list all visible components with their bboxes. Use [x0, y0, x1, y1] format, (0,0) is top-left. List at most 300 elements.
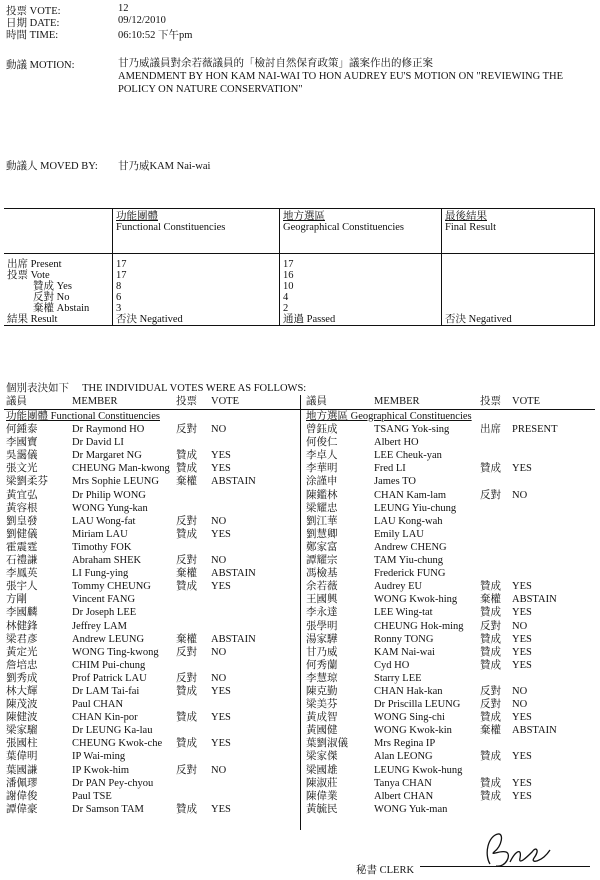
clerk-label: 秘書 CLERK — [356, 865, 415, 876]
member-name-zh: 譚耀宗 — [306, 555, 338, 567]
member-vote-en: YES — [211, 685, 231, 697]
member-row — [4, 750, 297, 763]
member-name-en: Paul TSE — [72, 790, 112, 802]
member-row — [4, 764, 297, 777]
member-name-zh: 何俊仁 — [306, 437, 338, 449]
summary-final-value — [442, 281, 595, 292]
member-name-zh: 劉慧卿 — [306, 528, 338, 540]
member-vote-zh: 贊成 — [480, 659, 501, 671]
date-value: 09/12/2010 — [118, 15, 166, 26]
member-name-zh: 馮檢基 — [306, 568, 338, 580]
member-vote-en: NO — [211, 672, 227, 684]
member-name-en: Emily LAU — [374, 528, 424, 540]
member-row — [4, 580, 297, 593]
member-row — [4, 541, 297, 554]
member-row — [304, 790, 595, 803]
member-name-zh: 黃容根 — [6, 502, 38, 514]
member-row — [304, 541, 595, 554]
member-vote-zh: 棄權 — [480, 594, 501, 606]
member-name-zh: 梁家騮 — [6, 725, 38, 737]
summary-col-gc-zh: 地方選區 — [283, 211, 325, 222]
member-vote-en: ABSTAIN — [211, 633, 256, 645]
member-name-zh: 王國興 — [306, 594, 338, 606]
member-name-zh: 方剛 — [6, 594, 27, 606]
member-row — [4, 777, 297, 790]
summary-fc-value: 17 — [113, 270, 280, 281]
member-name-en: Dr David LI — [72, 437, 124, 449]
vote-number-value: 12 — [118, 3, 129, 14]
member-vote-zh: 贊成 — [176, 581, 197, 593]
member-name-en: Albert CHAN — [374, 790, 434, 802]
summary-row-label: 出席 Present — [4, 259, 113, 270]
member-name-en: Ronny TONG — [374, 633, 434, 645]
member-name-en: Starry LEE — [374, 672, 422, 684]
motion-title-en: AMENDMENT BY HON KAM NAI-WAI TO HON AUDREY EU'S MOTION ON "REVIEWING THE POLICY ON NATURE CONSERVATION" — [118, 71, 564, 95]
member-vote-en: ABSTAIN — [512, 725, 557, 737]
summary-row-label-text: 棄權 Abstain — [33, 303, 90, 314]
member-name-en: LEE Wing-tat — [374, 607, 433, 619]
member-name-en: Paul CHAN — [72, 699, 124, 711]
member-name-zh: 譚偉豪 — [6, 803, 38, 815]
member-row — [304, 502, 595, 515]
member-name-en: Dr LAM Tai-fai — [72, 685, 140, 697]
summary-row-label: 結果 Result — [4, 314, 113, 326]
member-row — [4, 567, 297, 580]
member-vote-en: ABSTAIN — [512, 594, 557, 606]
member-vote-zh: 反對 — [176, 555, 197, 567]
motion-title-zh: 甘乃威議員對余若薇議員的「檢討自然保育政策」議案作出的修正案 — [118, 58, 433, 69]
member-row — [304, 606, 595, 619]
member-name-en: Albert HO — [374, 437, 419, 449]
member-name-zh: 黃宜弘 — [6, 489, 38, 501]
member-name-zh: 謝偉俊 — [6, 790, 38, 802]
member-name-en: Dr LEUNG Ka-lau — [72, 725, 153, 737]
member-row — [4, 685, 297, 698]
member-name-en: Cyd HO — [374, 659, 410, 671]
member-vote-en: NO — [512, 699, 528, 711]
member-name-en: CHAN Kin-por — [72, 712, 138, 724]
member-name-zh: 涂謹申 — [306, 476, 338, 488]
member-row — [304, 436, 595, 449]
member-row — [304, 750, 595, 763]
member-row — [304, 659, 595, 672]
member-name-en: Abraham SHEK — [72, 555, 142, 567]
member-vote-zh: 贊成 — [176, 450, 197, 462]
member-vote-en: YES — [512, 463, 532, 475]
member-name-zh: 黃毓民 — [306, 803, 338, 815]
member-row — [4, 672, 297, 685]
member-name-zh: 李華明 — [306, 463, 338, 475]
member-vote-en: ABSTAIN — [211, 568, 256, 580]
member-name-zh: 梁家傑 — [306, 751, 338, 763]
member-name-en: WONG Yuk-man — [374, 803, 448, 815]
member-row — [304, 633, 595, 646]
member-name-en: WONG Sing-chi — [374, 712, 445, 724]
member-vote-zh: 贊成 — [480, 777, 501, 789]
date-label: 日期 DATE: — [6, 18, 60, 29]
member-name-en: Dr Joseph LEE — [72, 607, 137, 619]
member-vote-zh: 反對 — [176, 672, 197, 684]
summary-row — [4, 259, 595, 270]
member-vote-en: YES — [512, 659, 532, 671]
member-name-zh: 梁美芬 — [306, 699, 338, 711]
summary-fc-value: 17 — [113, 259, 280, 270]
member-name-zh: 張宇人 — [6, 581, 38, 593]
head-vote-en: VOTE — [512, 396, 540, 407]
member-row — [304, 737, 595, 750]
member-vote-en: YES — [211, 581, 231, 593]
member-name-en: CHEUNG Kwok-che — [72, 738, 163, 750]
member-name-zh: 李卓人 — [306, 450, 338, 462]
member-row — [4, 449, 297, 462]
member-vote-zh: 贊成 — [176, 738, 197, 750]
member-name-en: Mrs Regina IP — [374, 738, 436, 750]
member-vote-zh: 反對 — [480, 699, 501, 711]
member-name-zh: 黃成智 — [306, 712, 338, 724]
member-name-en: Dr Philip WONG — [72, 489, 146, 501]
member-name-zh: 甘乃威 — [306, 646, 338, 658]
summary-final-value — [442, 303, 595, 314]
member-vote-en: YES — [512, 712, 532, 724]
summary-col-final — [442, 209, 595, 254]
summary-gc-value: 17 — [280, 259, 442, 270]
member-name-en: Jeffrey LAM — [72, 620, 127, 632]
summary-final-value — [442, 270, 595, 281]
member-row — [304, 711, 595, 724]
member-vote-en: YES — [512, 790, 532, 802]
summary-final-value — [442, 259, 595, 270]
member-name-en: CHEUNG Hok-ming — [374, 620, 464, 632]
member-name-zh: 詹培忠 — [6, 659, 38, 671]
member-row — [4, 606, 297, 619]
member-vote-en: YES — [211, 712, 231, 724]
member-row — [304, 764, 595, 777]
member-name-zh: 陳克勤 — [306, 685, 338, 697]
member-row — [304, 567, 595, 580]
motion-text — [118, 57, 588, 96]
member-name-en: Dr Raymond HO — [72, 424, 145, 436]
member-vote-zh: 贊成 — [480, 607, 501, 619]
member-row — [304, 423, 595, 436]
member-name-zh: 李永達 — [306, 607, 338, 619]
summary-corner-cell — [4, 209, 113, 254]
member-name-zh: 葉偉明 — [6, 751, 38, 763]
member-name-en: CHIM Pui-chung — [72, 659, 146, 671]
summary-col-fc — [113, 209, 280, 254]
member-vote-zh: 反對 — [480, 685, 501, 697]
member-vote-en: YES — [211, 528, 231, 540]
summary-col-fc-zh: 功能團體 — [116, 211, 158, 222]
member-row — [304, 462, 595, 475]
member-name-zh: 梁劉柔芬 — [6, 476, 48, 488]
member-name-en: IP Kwok-him — [72, 764, 130, 776]
member-name-zh: 梁耀忠 — [306, 502, 338, 514]
member-vote-zh: 贊成 — [176, 528, 197, 540]
summary-col-gc-en: Geographical Constituencies — [283, 222, 405, 233]
fc-section-title: 功能團體 Functional Constituencies — [6, 411, 160, 422]
summary-gc-value: 4 — [280, 292, 442, 303]
member-vote-zh: 反對 — [176, 515, 197, 527]
member-vote-en: YES — [512, 646, 532, 658]
head-vote-zh: 投票 — [480, 396, 501, 407]
member-vote-en: NO — [512, 685, 528, 697]
member-vote-en: YES — [512, 751, 532, 763]
member-row — [4, 711, 297, 724]
time-value: 06:10:52 下午pm — [118, 30, 193, 41]
member-name-zh: 陳偉業 — [306, 790, 338, 802]
member-name-en: Andrew LEUNG — [72, 633, 145, 645]
member-name-en: CHAN Kam-lam — [374, 489, 447, 501]
member-name-en: Timothy FOK — [72, 541, 132, 553]
summary-row-label-text: 反對 No — [33, 292, 70, 303]
member-row — [4, 593, 297, 606]
member-name-en: TSANG Yok-sing — [374, 424, 450, 436]
member-vote-zh: 贊成 — [480, 751, 501, 763]
member-name-en: Vincent FANG — [72, 594, 136, 606]
member-name-zh: 陳淑莊 — [306, 777, 338, 789]
member-vote-en: NO — [211, 646, 227, 658]
head-member-zh: 議員 — [306, 396, 327, 407]
member-name-zh: 陳健波 — [6, 712, 38, 724]
member-name-zh: 李慧琼 — [306, 672, 338, 684]
member-vote-zh: 贊成 — [480, 646, 501, 658]
member-name-zh: 陳茂波 — [6, 699, 38, 711]
member-name-zh: 劉健儀 — [6, 528, 38, 540]
member-row — [304, 698, 595, 711]
member-row — [4, 502, 297, 515]
member-name-zh: 黃國健 — [306, 725, 338, 737]
gc-section-title: 地方選區 Geographical Constituencies — [306, 411, 472, 422]
member-name-en: Fred LI — [374, 463, 406, 475]
summary-row — [4, 314, 595, 326]
member-row — [304, 449, 595, 462]
member-name-en: Dr Samson TAM — [72, 803, 144, 815]
summary-col-gc — [280, 209, 442, 254]
member-row — [304, 475, 595, 488]
member-name-en: Mrs Sophie LEUNG — [72, 476, 159, 488]
member-name-en: CHEUNG Man-kwong — [72, 463, 170, 475]
member-vote-zh: 棄權 — [176, 633, 197, 645]
member-row — [304, 580, 595, 593]
head-vote-zh: 投票 — [176, 396, 197, 407]
fc-column — [4, 410, 297, 816]
member-name-zh: 曾鈺成 — [306, 424, 338, 436]
member-name-en: IP Wai-ming — [72, 751, 126, 763]
summary-row-label: 投票 Vote — [4, 270, 113, 281]
member-row — [304, 803, 595, 816]
summary-fc-value: 3 — [113, 303, 280, 314]
summary-final-value — [442, 292, 595, 303]
member-name-zh: 梁君彥 — [6, 633, 38, 645]
member-name-zh: 張國柱 — [6, 738, 38, 750]
member-vote-en: YES — [211, 738, 231, 750]
member-name-zh: 湯家驊 — [306, 633, 338, 645]
member-vote-zh: 出席 — [480, 424, 501, 436]
member-row — [304, 672, 595, 685]
member-name-en: WONG Ting-kwong — [72, 646, 159, 658]
member-row — [4, 620, 297, 633]
member-vote-zh: 贊成 — [176, 712, 197, 724]
summary-col-final-en: Final Result — [445, 222, 497, 233]
member-row — [304, 724, 595, 737]
member-vote-zh: 反對 — [176, 764, 197, 776]
member-name-en: Frederick FUNG — [374, 568, 446, 580]
member-name-en: LEUNG Kwok-hung — [374, 764, 463, 776]
member-name-en: WONG Kwok-kin — [374, 725, 452, 737]
member-row — [4, 633, 297, 646]
summary-header-row — [4, 209, 595, 254]
individual-votes-title: 個別表決如下 THE INDIVIDUAL VOTES WERE AS FOLLOWS: — [6, 383, 307, 394]
member-row — [304, 515, 595, 528]
member-name-en: James TO — [374, 476, 416, 488]
summary-final-value: 否決 Negatived — [442, 314, 595, 326]
member-vote-zh: 反對 — [480, 489, 501, 501]
time-label: 時間 TIME: — [6, 30, 59, 41]
member-vote-en: YES — [211, 463, 231, 475]
member-vote-zh: 贊成 — [176, 803, 197, 815]
member-row — [4, 462, 297, 475]
member-name-zh: 劉江華 — [306, 515, 338, 527]
member-row — [4, 554, 297, 567]
member-vote-en: NO — [512, 620, 528, 632]
member-name-zh: 葉劉淑儀 — [306, 738, 348, 750]
member-name-zh: 張文光 — [6, 463, 38, 475]
member-row — [4, 423, 297, 436]
member-row — [4, 724, 297, 737]
member-row — [304, 646, 595, 659]
summary-gc-value: 通過 Passed — [280, 314, 442, 326]
member-vote-zh: 贊成 — [176, 463, 197, 475]
head-member-zh: 議員 — [6, 396, 27, 407]
member-name-zh: 余若薇 — [306, 581, 338, 593]
member-vote-en: NO — [211, 764, 227, 776]
member-row — [4, 803, 297, 816]
member-name-zh: 李鳳英 — [6, 568, 38, 580]
summary-col-fc-en: Functional Constituencies — [116, 222, 226, 233]
member-row — [4, 659, 297, 672]
member-name-zh: 張學明 — [306, 620, 338, 632]
member-name-zh: 林大輝 — [6, 685, 38, 697]
member-vote-zh: 反對 — [176, 424, 197, 436]
member-row — [304, 593, 595, 606]
member-name-zh: 梁國雄 — [306, 764, 338, 776]
member-name-zh: 鄭家富 — [306, 541, 338, 553]
summary-fc-value: 否決 Negatived — [113, 314, 280, 326]
member-name-zh: 葉國謙 — [6, 764, 38, 776]
member-name-zh: 潘佩璆 — [6, 777, 38, 789]
member-row — [4, 737, 297, 750]
member-name-en: Andrew CHENG — [374, 541, 447, 553]
summary-gc-value: 2 — [280, 303, 442, 314]
head-vote-en: VOTE — [211, 396, 239, 407]
member-row — [4, 515, 297, 528]
member-row — [304, 489, 595, 502]
member-name-zh: 吳靄儀 — [6, 450, 38, 462]
summary-row-label — [4, 303, 113, 314]
member-name-zh: 李國寶 — [6, 437, 38, 449]
head-member-en: MEMBER — [72, 396, 118, 407]
member-name-en: Miriam LAU — [72, 528, 128, 540]
member-name-zh: 林健鋒 — [6, 620, 38, 632]
head-member-en: MEMBER — [374, 396, 420, 407]
member-vote-zh: 棄權 — [176, 568, 197, 580]
member-row — [304, 620, 595, 633]
member-name-en: Tommy CHEUNG — [72, 581, 151, 593]
member-name-en: LAU Wong-fat — [72, 515, 136, 527]
member-vote-en: YES — [211, 450, 231, 462]
summary-fc-value: 8 — [113, 281, 280, 292]
member-vote-en: ABSTAIN — [211, 476, 256, 488]
summary-col-final-zh: 最後結果 — [445, 211, 487, 222]
gc-column — [304, 410, 595, 816]
summary-gc-value: 10 — [280, 281, 442, 292]
summary-row — [4, 292, 595, 303]
member-vote-zh: 贊成 — [480, 463, 501, 475]
member-name-en: Dr Priscilla LEUNG — [374, 699, 461, 711]
member-row — [304, 777, 595, 790]
column-divider — [300, 395, 301, 830]
member-name-en: Tanya CHAN — [374, 777, 432, 789]
summary-row — [4, 270, 595, 281]
summary-row-label — [4, 281, 113, 292]
moved-by-label: 動議人 MOVED BY: — [6, 161, 98, 172]
member-name-en: Dr PAN Pey-chyou — [72, 777, 154, 789]
member-vote-zh: 贊成 — [480, 581, 501, 593]
member-vote-en: NO — [211, 555, 227, 567]
member-vote-en: NO — [211, 515, 227, 527]
member-vote-en: NO — [211, 424, 227, 436]
member-name-en: WONG Kwok-hing — [374, 594, 458, 606]
member-vote-en: YES — [211, 803, 231, 815]
member-name-zh: 石禮謙 — [6, 555, 38, 567]
member-name-zh: 陳鑑林 — [306, 489, 338, 501]
member-vote-zh: 贊成 — [480, 790, 501, 802]
member-name-en: LI Fung-ying — [72, 568, 129, 580]
member-row — [304, 685, 595, 698]
member-vote-zh: 棄權 — [480, 725, 501, 737]
member-vote-zh: 贊成 — [480, 712, 501, 724]
member-vote-en: YES — [512, 777, 532, 789]
member-name-en: WONG Yung-kan — [72, 502, 148, 514]
member-name-zh: 霍震霆 — [6, 541, 38, 553]
member-name-zh: 何鍾泰 — [6, 424, 38, 436]
member-vote-en: YES — [512, 633, 532, 645]
member-name-en: LEUNG Yiu-chung — [374, 502, 457, 514]
member-name-zh: 劉秀成 — [6, 672, 38, 684]
member-name-en: LEE Cheuk-yan — [374, 450, 442, 462]
member-name-zh: 黃定光 — [6, 646, 38, 658]
summary-table — [4, 208, 595, 326]
member-vote-en: YES — [512, 607, 532, 619]
member-row — [4, 528, 297, 541]
member-row — [304, 528, 595, 541]
vote-number-label: 投票 VOTE: — [6, 6, 61, 17]
member-row — [4, 646, 297, 659]
summary-row — [4, 281, 595, 292]
member-vote-zh: 反對 — [480, 620, 501, 632]
summary-row — [4, 303, 595, 314]
summary-row-label — [4, 292, 113, 303]
member-vote-zh: 棄權 — [176, 476, 197, 488]
member-name-en: CHAN Hak-kan — [374, 685, 443, 697]
moved-by-value: 甘乃威KAM Nai-wai — [118, 161, 211, 172]
member-vote-zh: 贊成 — [480, 633, 501, 645]
member-name-en: KAM Nai-wai — [374, 646, 435, 658]
member-vote-zh: 反對 — [176, 646, 197, 658]
summary-gc-value: 16 — [280, 270, 442, 281]
signature-line — [420, 866, 590, 867]
member-name-en: LAU Kong-wah — [374, 515, 443, 527]
